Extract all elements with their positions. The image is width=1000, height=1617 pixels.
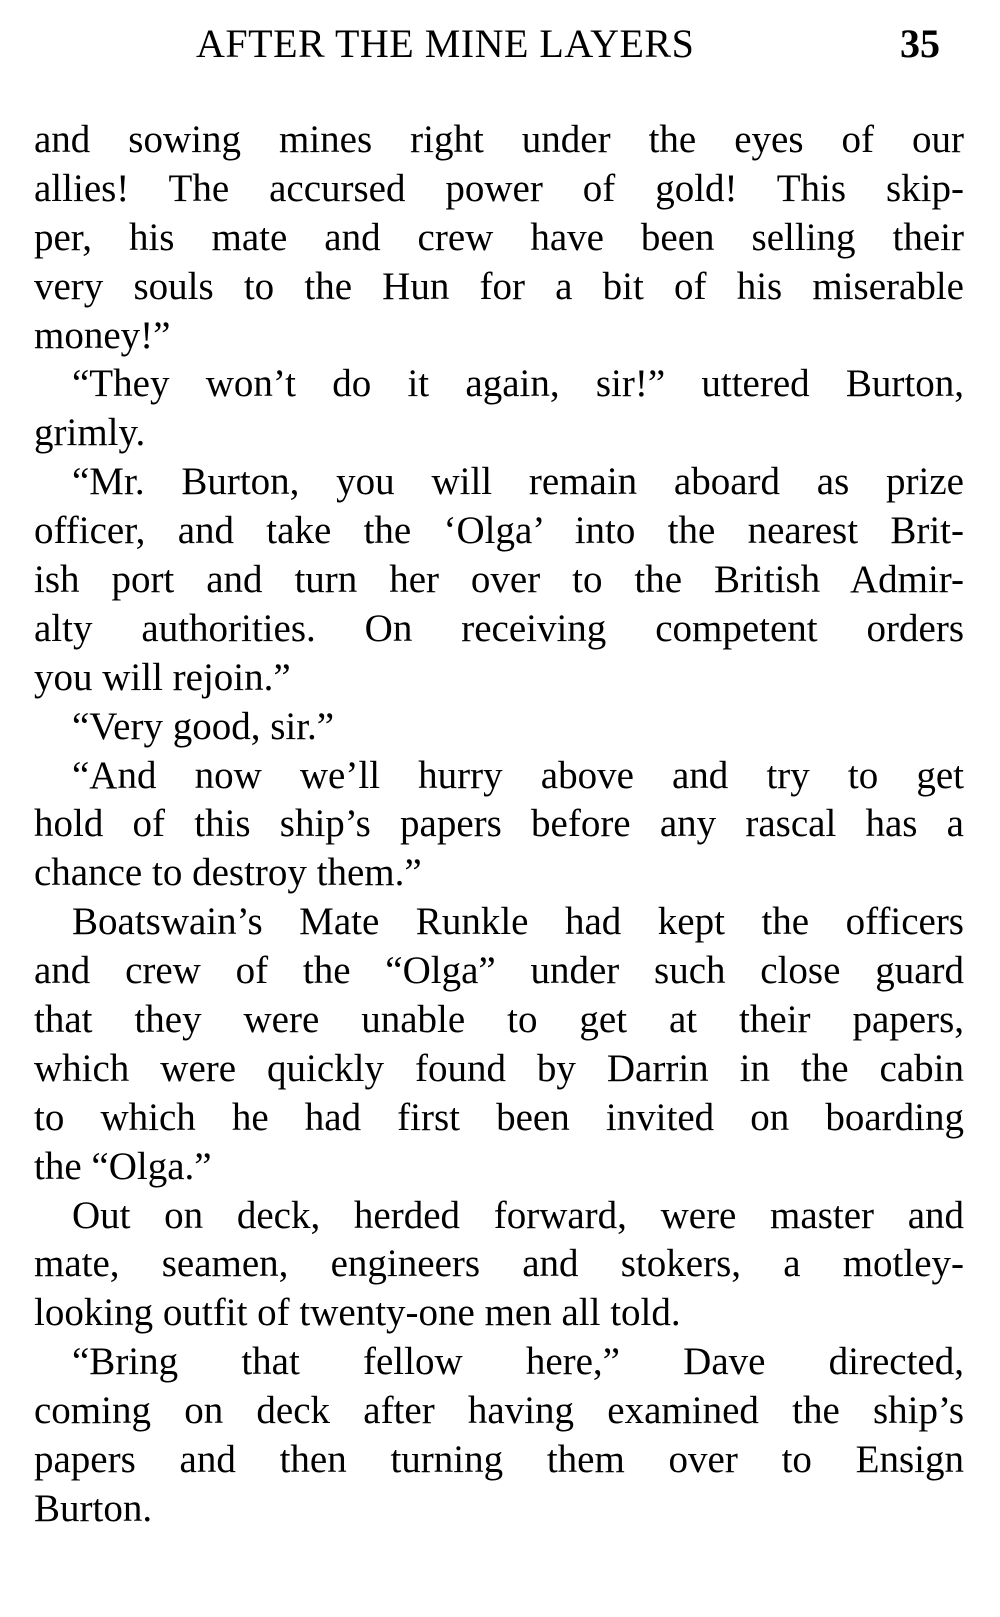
text-line: “Very good, sir.” [72,704,335,748]
text-line: ish port and turn her over to the British Admir- [34,558,964,602]
text-line: Burton. [34,1486,153,1530]
text-line: “They won’t do it again, sir!” uttered Burton, [72,362,964,406]
text-line: the “Olga.” [34,1144,212,1188]
running-title: AFTER THE MINE LAYERS [196,21,695,66]
paragraph [34,1192,964,1339]
paragraph [34,116,964,360]
text-line: grimly. [34,411,146,455]
text-line: per, his mate and crew have been selling their [34,215,964,259]
paragraph [34,458,964,702]
paragraph [34,360,964,458]
text-line: mate, seamen, engineers and stokers, a motley- [34,1242,964,1286]
text-line: alty authorities. On receiving competent orders [34,606,964,650]
text-line: that they were unable to get at their papers, [34,998,964,1042]
page-number: 35 [900,21,940,66]
paragraph [34,703,964,752]
paragraph [34,752,964,899]
text-line: and crew of the “Olga” under such close guard [34,949,964,993]
page-header [0,14,1000,74]
text-line: which were quickly found by Darrin in the cabin [34,1046,964,1090]
text-line: to which he had first been invited on boarding [34,1095,964,1139]
text-line: “And now we’ll hurry above and try to get [72,753,964,797]
text-line: and sowing mines right under the eyes of our [34,118,964,161]
text-line: Out on deck, herded forward, were master and [72,1193,964,1237]
text-line: money!” [34,313,171,357]
text-line: chance to destroy them.” [34,851,422,895]
paragraph [34,898,964,1191]
text-line: coming on deck after having examined the ship’s [34,1389,964,1433]
text-line: Boatswain’s Mate Runkle had kept the officers [72,900,964,944]
text-line: papers and then turning them over to Ensign [34,1438,964,1482]
text-line: very souls to the Hun for a bit of his miserable [34,264,964,308]
paragraph [34,1338,964,1534]
text-line: you will rejoin.” [34,655,291,699]
text-line: officer, and take the ‘Olga’ into the nearest Brit- [34,509,964,553]
text-line: looking outfit of twenty-one men all told. [34,1291,681,1335]
text-line: “Mr. Burton, you will remain aboard as prize [72,460,964,504]
body-text [34,116,964,1534]
text-line: allies! The accursed power of gold! This skip- [34,166,964,210]
text-line: hold of this ship’s papers before any rascal has a [34,802,964,846]
text-line: “Bring that fellow here,” Dave directed, [72,1340,964,1384]
